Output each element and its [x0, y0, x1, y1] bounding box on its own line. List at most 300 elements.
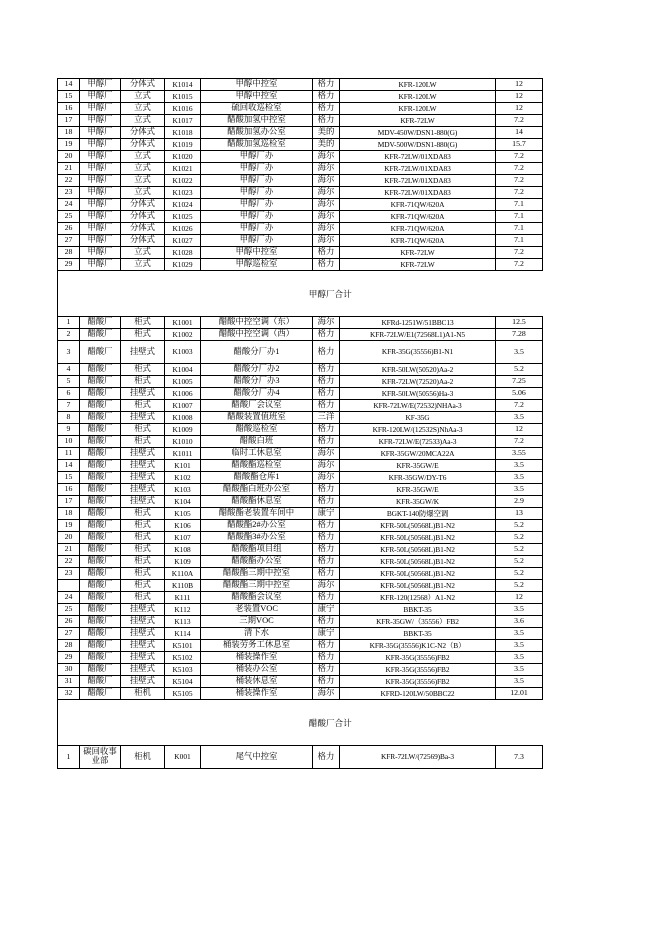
cell-code[interactable]: K1026: [165, 223, 201, 235]
cell-power[interactable]: 12: [496, 91, 543, 103]
cell-power[interactable]: 7.2: [496, 151, 543, 163]
cell-no[interactable]: 2: [58, 329, 80, 341]
cell-brand[interactable]: 格力: [313, 556, 340, 568]
cell-plant[interactable]: 醋酸厂: [80, 628, 121, 640]
cell-model[interactable]: KFR-71QW/620A: [340, 211, 496, 223]
cell-power[interactable]: 7.28: [496, 329, 543, 341]
table-row[interactable]: [58, 604, 543, 616]
cell-plant[interactable]: 甲醇厂: [80, 259, 121, 271]
cell-plant[interactable]: 醋酸厂: [80, 616, 121, 628]
cell-brand[interactable]: 海尔: [313, 688, 340, 700]
cell-type[interactable]: 柜式: [121, 520, 165, 532]
table-row[interactable]: [58, 580, 543, 592]
cell-brand[interactable]: 格力: [313, 364, 340, 376]
cell-plant[interactable]: 醋酸厂: [80, 460, 121, 472]
cell-power[interactable]: 7.1: [496, 235, 543, 247]
cell-loc[interactable]: 醋酸酯仓库1: [201, 472, 313, 484]
cell-type[interactable]: 挂壁式: [121, 412, 165, 424]
cell-code[interactable]: K1023: [165, 187, 201, 199]
table-row[interactable]: [58, 472, 543, 484]
cell-brand[interactable]: 格力: [313, 329, 340, 341]
cell-type[interactable]: 柜式: [121, 424, 165, 436]
cell-code[interactable]: K1011: [165, 448, 201, 460]
cell-brand[interactable]: 海尔: [313, 175, 340, 187]
cell-loc[interactable]: 醋酸酯2#办公室: [201, 520, 313, 532]
cell-no[interactable]: 22: [58, 556, 80, 568]
cell-brand[interactable]: 康宁: [313, 508, 340, 520]
cell-plant[interactable]: 醋酸厂: [80, 664, 121, 676]
table-row[interactable]: [58, 115, 543, 127]
cell-plant[interactable]: 甲醇厂: [80, 187, 121, 199]
cell-plant[interactable]: 醋酸厂: [80, 640, 121, 652]
cell-loc[interactable]: 醋酸中控空调（东）: [201, 317, 313, 329]
table-row[interactable]: [58, 199, 543, 211]
cell-brand[interactable]: 格力: [313, 247, 340, 259]
cell-code[interactable]: K112: [165, 604, 201, 616]
table-row[interactable]: [58, 676, 543, 688]
cell-plant[interactable]: 醋酸厂: [80, 400, 121, 412]
cell-no[interactable]: 16: [58, 103, 80, 115]
cell-loc[interactable]: 醋酸加氢办公室: [201, 127, 313, 139]
table-row[interactable]: [58, 532, 543, 544]
cell-code[interactable]: K109: [165, 556, 201, 568]
table-row[interactable]: [58, 388, 543, 400]
cell-model[interactable]: KFR-72LW: [340, 115, 496, 127]
cell-loc[interactable]: 醋酸酯会议室: [201, 592, 313, 604]
cell-model[interactable]: KFR-72LW/01XDA83: [340, 163, 496, 175]
table-row[interactable]: [58, 163, 543, 175]
cell-plant[interactable]: 甲醇厂: [80, 247, 121, 259]
cell-plant[interactable]: 醋酸厂: [80, 652, 121, 664]
cell-type[interactable]: 分体式: [121, 223, 165, 235]
cell-power[interactable]: 14: [496, 127, 543, 139]
cell-power[interactable]: 3.5: [496, 604, 543, 616]
cell-no[interactable]: 21: [58, 544, 80, 556]
cell-plant[interactable]: 碳回收事业部: [80, 746, 121, 769]
table-row[interactable]: [58, 496, 543, 508]
cell-code[interactable]: K1025: [165, 211, 201, 223]
table-row[interactable]: [58, 508, 543, 520]
cell-brand[interactable]: 海尔: [313, 223, 340, 235]
cell-model[interactable]: KFR-50LW(50556)Ha-3: [340, 388, 496, 400]
cell-plant[interactable]: 甲醇厂: [80, 163, 121, 175]
cell-plant[interactable]: 甲醇厂: [80, 79, 121, 91]
cell-brand[interactable]: 海尔: [313, 235, 340, 247]
cell-plant[interactable]: 醋酸厂: [80, 424, 121, 436]
cell-no[interactable]: 27: [58, 628, 80, 640]
cell-no[interactable]: 8: [58, 412, 80, 424]
cell-plant[interactable]: 甲醇厂: [80, 127, 121, 139]
cell-model[interactable]: KFR-35G(35556)B1-N1: [340, 341, 496, 364]
cell-code[interactable]: K5104: [165, 676, 201, 688]
cell-type[interactable]: 柜式: [121, 436, 165, 448]
cell-loc[interactable]: 醋酸酯老装置车间中: [201, 508, 313, 520]
cell-type[interactable]: 挂壁式: [121, 484, 165, 496]
cell-brand[interactable]: 格力: [313, 103, 340, 115]
cell-brand[interactable]: 格力: [313, 676, 340, 688]
cell-code[interactable]: K5102: [165, 652, 201, 664]
cell-code[interactable]: K1016: [165, 103, 201, 115]
cell-brand[interactable]: 格力: [313, 115, 340, 127]
cell-plant[interactable]: 醋酸厂: [80, 341, 121, 364]
cell-plant[interactable]: 醋酸厂: [80, 472, 121, 484]
cell-loc[interactable]: 甲醇厂办: [201, 211, 313, 223]
cell-power[interactable]: 12: [496, 424, 543, 436]
cell-code[interactable]: K1021: [165, 163, 201, 175]
cell-plant[interactable]: 甲醇厂: [80, 103, 121, 115]
cell-type[interactable]: 分体式: [121, 127, 165, 139]
cell-type[interactable]: 分体式: [121, 199, 165, 211]
cell-no[interactable]: 21: [58, 163, 80, 175]
cell-loc[interactable]: 甲醇中控室: [201, 79, 313, 91]
cell-model[interactable]: KFRD-120LW/50BBC22: [340, 688, 496, 700]
cell-no[interactable]: 11: [58, 448, 80, 460]
table-row[interactable]: [58, 223, 543, 235]
cell-loc[interactable]: 桶装操作室: [201, 688, 313, 700]
cell-model[interactable]: KFR-50L(50568L)B1-N2: [340, 520, 496, 532]
cell-code[interactable]: K1017: [165, 115, 201, 127]
cell-brand[interactable]: 美的: [313, 139, 340, 151]
cell-type[interactable]: 分体式: [121, 211, 165, 223]
cell-loc[interactable]: 醋酸加氢中控室: [201, 115, 313, 127]
cell-type[interactable]: 挂壁式: [121, 604, 165, 616]
cell-model[interactable]: KFR-120LW/(12532S)NhAa-3: [340, 424, 496, 436]
table-row[interactable]: [58, 211, 543, 223]
cell-plant[interactable]: 甲醇厂: [80, 199, 121, 211]
table-row[interactable]: [58, 247, 543, 259]
cell-code[interactable]: K105: [165, 508, 201, 520]
cell-no[interactable]: 20: [58, 532, 80, 544]
cell-type[interactable]: 挂壁式: [121, 448, 165, 460]
cell-no[interactable]: 20: [58, 151, 80, 163]
cell-no[interactable]: 26: [58, 223, 80, 235]
cell-loc[interactable]: 甲醇厂办: [201, 151, 313, 163]
cell-no[interactable]: 30: [58, 664, 80, 676]
cell-brand[interactable]: 格力: [313, 436, 340, 448]
cell-power[interactable]: 5.2: [496, 580, 543, 592]
cell-type[interactable]: 柜式: [121, 556, 165, 568]
cell-loc[interactable]: 甲醇厂办: [201, 199, 313, 211]
cell-code[interactable]: K101: [165, 460, 201, 472]
cell-power[interactable]: 5.2: [496, 556, 543, 568]
cell-plant[interactable]: 醋酸厂: [80, 568, 121, 580]
cell-plant[interactable]: 醋酸厂: [80, 676, 121, 688]
cell-loc[interactable]: 醋酸酯白班办公室: [201, 484, 313, 496]
cell-no[interactable]: 31: [58, 676, 80, 688]
table-row[interactable]: [58, 329, 543, 341]
cell-power[interactable]: 13: [496, 508, 543, 520]
cell-brand[interactable]: 格力: [313, 79, 340, 91]
cell-model[interactable]: KFR-71QW/620A: [340, 235, 496, 247]
table-row[interactable]: [58, 520, 543, 532]
cell-loc[interactable]: 桶装劳务工休息室: [201, 640, 313, 652]
cell-code[interactable]: K1002: [165, 329, 201, 341]
cell-no[interactable]: 18: [58, 127, 80, 139]
cell-code[interactable]: K1003: [165, 341, 201, 364]
cell-model[interactable]: KFR-35G(35556)K1C-N2（B）: [340, 640, 496, 652]
cell-power[interactable]: 3.5: [496, 460, 543, 472]
cell-model[interactable]: KFR-71QW/620A: [340, 223, 496, 235]
cell-power[interactable]: 12.5: [496, 317, 543, 329]
cell-plant[interactable]: 醋酸厂: [80, 580, 121, 592]
cell-model[interactable]: BBKT-35: [340, 628, 496, 640]
cell-no[interactable]: 4: [58, 364, 80, 376]
cell-code[interactable]: K114: [165, 628, 201, 640]
cell-model[interactable]: KFR-50L(50568L)B1-N2: [340, 568, 496, 580]
cell-brand[interactable]: 格力: [313, 259, 340, 271]
cell-loc[interactable]: 甲醇厂办: [201, 175, 313, 187]
cell-type[interactable]: 立式: [121, 151, 165, 163]
cell-loc[interactable]: 醋酸酯3#办公室: [201, 532, 313, 544]
cell-model[interactable]: KFR-50L(50568L)B1-N2: [340, 556, 496, 568]
cell-model[interactable]: KFR-72LW/01XDA83: [340, 175, 496, 187]
cell-power[interactable]: 3.5: [496, 652, 543, 664]
cell-plant[interactable]: 醋酸厂: [80, 436, 121, 448]
cell-plant[interactable]: 甲醇厂: [80, 115, 121, 127]
cell-brand[interactable]: 海尔: [313, 163, 340, 175]
cell-brand[interactable]: 三洋: [313, 412, 340, 424]
cell-brand[interactable]: 海尔: [313, 460, 340, 472]
cell-model[interactable]: BGKT-140防爆空调: [340, 508, 496, 520]
cell-code[interactable]: K1027: [165, 235, 201, 247]
cell-type[interactable]: 分体式: [121, 79, 165, 91]
cell-plant[interactable]: 甲醇厂: [80, 223, 121, 235]
cell-power[interactable]: 5.06: [496, 388, 543, 400]
cell-power[interactable]: 7.2: [496, 187, 543, 199]
cell-power[interactable]: 15.7: [496, 139, 543, 151]
cell-brand[interactable]: 格力: [313, 424, 340, 436]
table-row[interactable]: [58, 187, 543, 199]
cell-brand[interactable]: 海尔: [313, 580, 340, 592]
cell-loc[interactable]: 醋酸分厂办1: [201, 341, 313, 364]
cell-loc[interactable]: 醋酸分厂办3: [201, 376, 313, 388]
table-row[interactable]: [58, 568, 543, 580]
cell-model[interactable]: KFR-35GW/E: [340, 484, 496, 496]
cell-model[interactable]: KFR-72LW(72520)Aa-2: [340, 376, 496, 388]
cell-type[interactable]: 立式: [121, 115, 165, 127]
cell-brand[interactable]: 格力: [313, 400, 340, 412]
cell-plant[interactable]: 醋酸厂: [80, 592, 121, 604]
cell-model[interactable]: KFR-72LW/E1(72568L1)A1-N5: [340, 329, 496, 341]
cell-model[interactable]: KFRd-1251W/51BBC13: [340, 317, 496, 329]
cell-code[interactable]: K5105: [165, 688, 201, 700]
cell-type[interactable]: 立式: [121, 163, 165, 175]
cell-loc[interactable]: 桶装办公室: [201, 664, 313, 676]
cell-brand[interactable]: 格力: [313, 544, 340, 556]
cell-loc[interactable]: 甲醇中控室: [201, 91, 313, 103]
cell-code[interactable]: K1029: [165, 259, 201, 271]
cell-code[interactable]: K102: [165, 472, 201, 484]
cell-plant[interactable]: 醋酸厂: [80, 376, 121, 388]
cell-plant[interactable]: 醋酸厂: [80, 532, 121, 544]
cell-brand[interactable]: 格力: [313, 376, 340, 388]
cell-power[interactable]: 3.5: [496, 341, 543, 364]
cell-model[interactable]: KFR-50L(50568L)B1-N2: [340, 544, 496, 556]
cell-model[interactable]: KFR-72LW/01XDA83: [340, 151, 496, 163]
cell-type[interactable]: 分体式: [121, 139, 165, 151]
cell-code[interactable]: K103: [165, 484, 201, 496]
cell-brand[interactable]: 格力: [313, 568, 340, 580]
cell-brand[interactable]: 海尔: [313, 211, 340, 223]
cell-brand[interactable]: 格力: [313, 616, 340, 628]
table-row[interactable]: [58, 484, 543, 496]
cell-code[interactable]: K1024: [165, 199, 201, 211]
cell-power[interactable]: 7.2: [496, 163, 543, 175]
cell-type[interactable]: 立式: [121, 175, 165, 187]
cell-code[interactable]: K1018: [165, 127, 201, 139]
cell-no[interactable]: 17: [58, 496, 80, 508]
cell-no[interactable]: 6: [58, 388, 80, 400]
cell-loc[interactable]: 临时工休息室: [201, 448, 313, 460]
cell-power[interactable]: 5.2: [496, 364, 543, 376]
cell-brand[interactable]: 格力: [313, 746, 340, 769]
cell-loc[interactable]: 硫回收巡检室: [201, 103, 313, 115]
cell-power[interactable]: 3.5: [496, 628, 543, 640]
cell-plant[interactable]: 甲醇厂: [80, 139, 121, 151]
cell-model[interactable]: KFR-120(12568）A1-N2: [340, 592, 496, 604]
cell-plant[interactable]: 醋酸厂: [80, 508, 121, 520]
cell-no[interactable]: 10: [58, 436, 80, 448]
table-row[interactable]: [58, 317, 543, 329]
cell-power[interactable]: 3.55: [496, 448, 543, 460]
cell-no[interactable]: 28: [58, 640, 80, 652]
cell-brand[interactable]: 格力: [313, 640, 340, 652]
cell-loc[interactable]: 醋酸巡检室: [201, 424, 313, 436]
cell-code[interactable]: K1022: [165, 175, 201, 187]
table-row[interactable]: [58, 460, 543, 472]
cell-code[interactable]: K1009: [165, 424, 201, 436]
cell-no[interactable]: 16: [58, 484, 80, 496]
cell-loc[interactable]: 三期VOC: [201, 616, 313, 628]
table-row[interactable]: [58, 91, 543, 103]
cell-brand[interactable]: 海尔: [313, 151, 340, 163]
cell-brand[interactable]: 格力: [313, 496, 340, 508]
table-row[interactable]: [58, 376, 543, 388]
cell-plant[interactable]: 醋酸厂: [80, 412, 121, 424]
cell-code[interactable]: K107: [165, 532, 201, 544]
cell-power[interactable]: 7.2: [496, 259, 543, 271]
table-row[interactable]: [58, 364, 543, 376]
cell-power[interactable]: 12: [496, 103, 543, 115]
cell-model[interactable]: KFR-50LW(50520)Aa-2: [340, 364, 496, 376]
cell-model[interactable]: MDV-450W/DSN1-880(G): [340, 127, 496, 139]
cell-type[interactable]: 柜式: [121, 364, 165, 376]
cell-brand[interactable]: 格力: [313, 341, 340, 364]
cell-no[interactable]: 7: [58, 400, 80, 412]
cell-loc[interactable]: 桶装操作室: [201, 652, 313, 664]
table-row[interactable]: [58, 127, 543, 139]
table-row[interactable]: [58, 640, 543, 652]
cell-no[interactable]: 19: [58, 139, 80, 151]
cell-no[interactable]: 17: [58, 115, 80, 127]
cell-model[interactable]: KFR-72LW/01XDA83: [340, 187, 496, 199]
cell-loc[interactable]: 老装置VOC: [201, 604, 313, 616]
cell-power[interactable]: 7.1: [496, 223, 543, 235]
cell-power[interactable]: 2.9: [496, 496, 543, 508]
table-row[interactable]: [58, 448, 543, 460]
cell-plant[interactable]: 甲醇厂: [80, 175, 121, 187]
cell-type[interactable]: 立式: [121, 103, 165, 115]
cell-no[interactable]: 14: [58, 460, 80, 472]
cell-loc[interactable]: 醋酸厂会议室: [201, 400, 313, 412]
cell-power[interactable]: 3.5: [496, 676, 543, 688]
cell-plant[interactable]: 醋酸厂: [80, 520, 121, 532]
cell-loc[interactable]: 醋酸酯办公室: [201, 556, 313, 568]
cell-power[interactable]: 12: [496, 592, 543, 604]
cell-brand[interactable]: 康宁: [313, 604, 340, 616]
cell-loc[interactable]: 甲醇厂办: [201, 223, 313, 235]
cell-plant[interactable]: 甲醇厂: [80, 151, 121, 163]
cell-model[interactable]: KFR-72LW: [340, 259, 496, 271]
cell-power[interactable]: 7.3: [496, 746, 543, 769]
cell-power[interactable]: 3.5: [496, 484, 543, 496]
cell-plant[interactable]: 醋酸厂: [80, 688, 121, 700]
cell-loc[interactable]: 醋酸酯巡检室: [201, 460, 313, 472]
cell-no[interactable]: 24: [58, 592, 80, 604]
cell-power[interactable]: 7.2: [496, 175, 543, 187]
cell-code[interactable]: K1007: [165, 400, 201, 412]
cell-power[interactable]: 3.5: [496, 472, 543, 484]
cell-model[interactable]: KFR-120LW: [340, 91, 496, 103]
cell-code[interactable]: K1020: [165, 151, 201, 163]
table-row[interactable]: [58, 412, 543, 424]
cell-model[interactable]: BBKT-35: [340, 604, 496, 616]
cell-type[interactable]: 挂壁式: [121, 676, 165, 688]
cell-type[interactable]: 柜式: [121, 532, 165, 544]
cell-code[interactable]: K1014: [165, 79, 201, 91]
cell-code[interactable]: K1010: [165, 436, 201, 448]
cell-loc[interactable]: 尾气中控室: [201, 746, 313, 769]
cell-code[interactable]: K1006: [165, 388, 201, 400]
cell-no[interactable]: 32: [58, 688, 80, 700]
cell-loc[interactable]: 甲醇中控室: [201, 247, 313, 259]
cell-power[interactable]: 7.2: [496, 400, 543, 412]
table-row[interactable]: [58, 139, 543, 151]
cell-power[interactable]: 3.5: [496, 640, 543, 652]
table-row[interactable]: [58, 175, 543, 187]
cell-power[interactable]: 7.2: [496, 115, 543, 127]
table-row[interactable]: [58, 544, 543, 556]
cell-no[interactable]: 18: [58, 508, 80, 520]
cell-type[interactable]: 挂壁式: [121, 664, 165, 676]
cell-type[interactable]: 柜机: [121, 688, 165, 700]
cell-power[interactable]: 3.5: [496, 412, 543, 424]
cell-no[interactable]: 25: [58, 604, 80, 616]
cell-type[interactable]: 挂壁式: [121, 341, 165, 364]
cell-model[interactable]: KFR-72LW/(72569)Ba-3: [340, 746, 496, 769]
cell-model[interactable]: KFR-35GW/E: [340, 460, 496, 472]
cell-loc[interactable]: 桶装休息室: [201, 676, 313, 688]
cell-no[interactable]: 22: [58, 175, 80, 187]
cell-type[interactable]: 柜式: [121, 508, 165, 520]
cell-no[interactable]: 5: [58, 376, 80, 388]
cell-loc[interactable]: 醋酸酯休息室: [201, 496, 313, 508]
cell-type[interactable]: 挂壁式: [121, 640, 165, 652]
cell-no[interactable]: 9: [58, 424, 80, 436]
cell-loc[interactable]: 醋酸酯三期中控室: [201, 568, 313, 580]
table-row[interactable]: [58, 103, 543, 115]
cell-no[interactable]: 23: [58, 568, 80, 580]
cell-type[interactable]: 立式: [121, 247, 165, 259]
cell-type[interactable]: 柜式: [121, 400, 165, 412]
table-row[interactable]: [58, 664, 543, 676]
cell-brand[interactable]: 格力: [313, 484, 340, 496]
cell-model[interactable]: KFR-35GW/20MCA22A: [340, 448, 496, 460]
cell-code[interactable]: K111: [165, 592, 201, 604]
cell-model[interactable]: KFR-50L(50568L)B1-N2: [340, 532, 496, 544]
cell-model[interactable]: KFR-35G(35556)FB2: [340, 676, 496, 688]
cell-model[interactable]: MDV-500W/DSN1-880(G): [340, 139, 496, 151]
